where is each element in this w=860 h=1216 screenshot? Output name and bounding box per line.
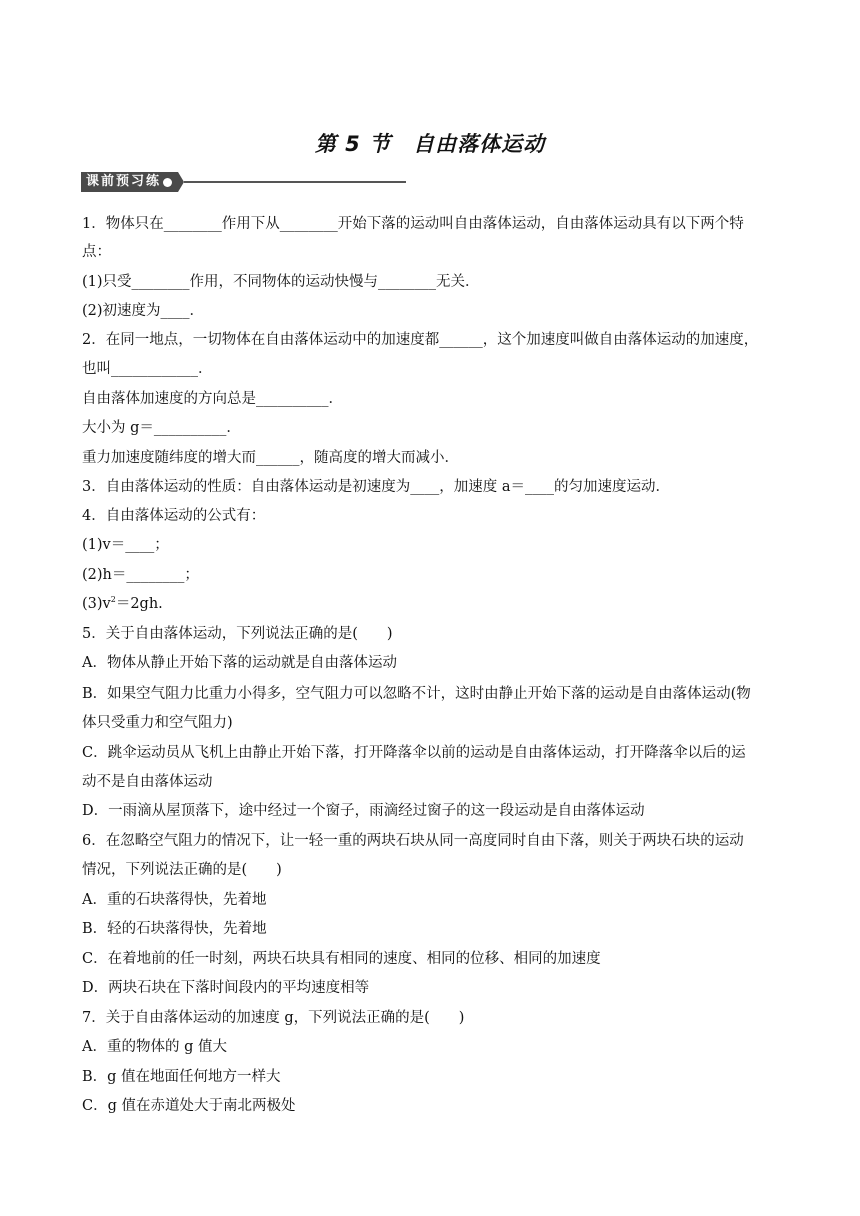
q2-magnitude: 大小为 g＝__________． [82, 420, 241, 436]
q4-line: 4．自由落体运动的公式有： [82, 508, 266, 524]
q5-option-c-2: 动不是自由落体运动 [82, 774, 213, 790]
q1-item-2: (2)初速度为____． [82, 303, 205, 319]
q6-option-c: C．在着地前的任一时刻，两块石块具有相同的速度、相同的位移、相同的加速度 [82, 951, 601, 967]
q7-stem: 7．关于自由落体运动的加速度 g，下列说法正确的是( ) [82, 1010, 465, 1026]
q5-option-a: A．物体从静止开始下落的运动就是自由落体运动 [82, 655, 397, 671]
section-banner [81, 172, 406, 192]
q6-option-b: B．轻的石块落得快，先着地 [82, 921, 267, 937]
q2-direction: 自由落体加速度的方向总是__________． [82, 391, 343, 407]
q5-option-b-1: B．如果空气阻力比重力小得多，空气阻力可以忽略不计，这时由静止开始下落的运动是自由落体运动(物 [82, 686, 751, 702]
q6-stem-1: 6．在忽略空气阻力的情况下，让一轻一重的两块石块从同一高度同时自由下落，则关于两块石块的运动 [82, 833, 744, 849]
q6-stem-2: 情况，下列说法正确的是( ) [82, 862, 282, 878]
q7-option-a: A．重的物体的 g 值大 [82, 1039, 227, 1055]
q7-option-b: B．g 值在地面任何地方一样大 [82, 1069, 281, 1085]
q2-latitude: 重力加速度随纬度的增大而______，随高度的增大而减小． [82, 450, 459, 466]
q3-line: 3．自由落体运动的性质：自由落体运动是初速度为____，加速度 a＝____的匀加速度运动． [82, 479, 670, 495]
q4-formula-1: (1)v＝____； [82, 537, 169, 553]
q1-item-1: (1)只受________作用，不同物体的运动快慢与________无关． [82, 274, 480, 290]
q5-option-b-2: 体只受重力和空气阻力) [82, 715, 233, 731]
page-title: 第 5 节 自由落体运动 [314, 132, 546, 156]
bullet-dot-icon [163, 178, 172, 187]
q4-formula-2: (2)h＝________； [82, 567, 199, 583]
q5-option-d: D．一雨滴从屋顶落下，途中经过一个窗子，雨滴经过窗子的这一段运动是自由落体运动 [82, 803, 645, 819]
q2-line-1: 2．在同一地点，一切物体在自由落体运动中的加速度都______，这个加速度叫做自由落体运动的加速度， [82, 332, 759, 348]
q1-line-2: 点： [82, 244, 111, 260]
q5-option-c-1: C．跳伞运动员从飞机上由静止开始下落，打开降落伞以前的运动是自由落体运动，打开降落伞以后的运 [82, 745, 746, 761]
q1-line-1: 1．物体只在________作用下从________开始下落的运动叫自由落体运动，自由落体运动具有以下两个特 [82, 216, 744, 232]
q7-option-c: C．g 值在赤道处大于南北两极处 [82, 1098, 296, 1114]
formula-superscript: 2 [110, 595, 116, 605]
banner-rule [184, 181, 406, 183]
q6-option-d: D．两块石块在下落时间段内的平均速度相等 [82, 980, 370, 996]
q6-option-a: A．重的石块落得快，先着地 [82, 892, 267, 908]
q4-formula-3: $(3)v^2=2gh$. [82, 595, 163, 612]
q2-line-2: 也叫____________． [82, 361, 213, 377]
section-banner-label: 课前预习练 [81, 172, 178, 192]
q5-stem: 5．关于自由落体运动，下列说法正确的是( ) [82, 626, 393, 642]
